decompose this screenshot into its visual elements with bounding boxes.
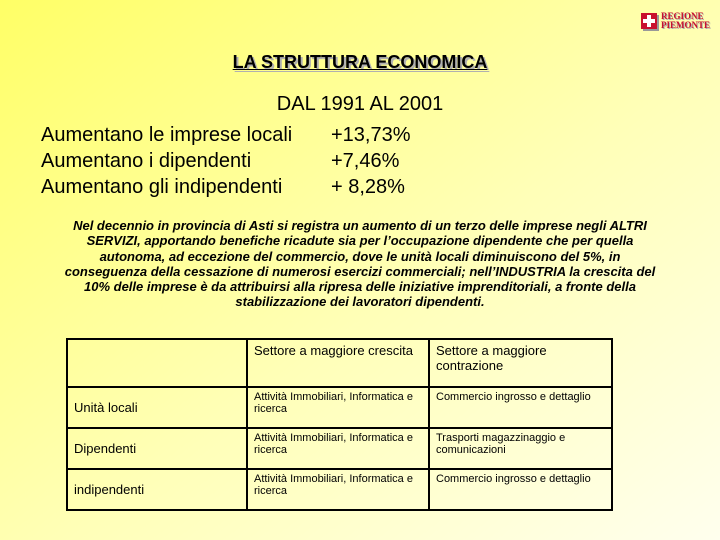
page-subtitle: DAL 1991 AL 2001 bbox=[276, 93, 444, 115]
contraction-cell: Commercio ingrosso e dettaglio bbox=[429, 387, 612, 428]
table-row bbox=[67, 469, 612, 510]
stat-value: +7,46% bbox=[331, 150, 400, 172]
stats-list bbox=[41, 122, 441, 200]
table-row bbox=[67, 428, 612, 469]
page-title: LA STRUTTURA ECONOMICA bbox=[232, 52, 488, 72]
summary-paragraph: Nel decennio in provincia di Asti si registra un aumento di un terzo delle imprese negli ALTRI SERVIZI, apportando benefiche ricadute sia per l’occupazione dipendente che per quella autonoma, ad eccezione del commercio, dove le unità locali diminuiscono del 5%, in conseguenza della cessazione di numerosi esercizi commerciali; nell’INDUSTRIA la crescita del 10% delle imprese è da attribuirsi alla ripresa delle iniziative imprenditoriali, a fronte della stabilizzazione dei lavoratori dipendenti. bbox=[64, 218, 656, 310]
logo-line-2: PIEMONTE bbox=[661, 20, 711, 30]
cross-flag-icon bbox=[641, 13, 657, 29]
table-header-cell bbox=[67, 339, 247, 387]
stat-label: Aumentano i dipendenti bbox=[41, 150, 252, 172]
stat-label: Aumentano le imprese locali bbox=[41, 124, 293, 146]
stat-row bbox=[41, 148, 441, 174]
table-header-cell: Settore a maggiore crescita bbox=[247, 339, 429, 387]
stat-row bbox=[41, 174, 441, 200]
contraction-cell: Commercio ingrosso e dettaglio bbox=[429, 469, 612, 510]
stat-value: +13,73% bbox=[331, 124, 411, 146]
sector-table bbox=[66, 338, 613, 511]
contraction-cell: Trasporti magazzinaggio e comunicazioni bbox=[429, 428, 612, 469]
row-label: indipendenti bbox=[67, 469, 247, 510]
table-header-cell: Settore a maggiore contrazione bbox=[429, 339, 612, 387]
table-header-row bbox=[67, 339, 612, 387]
row-label: Unità locali bbox=[67, 387, 247, 428]
logo-text bbox=[661, 12, 710, 30]
growth-cell: Attività Immobiliari, Informatica e ricerca bbox=[247, 428, 429, 469]
growth-cell: Attività Immobiliari, Informatica e ricerca bbox=[247, 469, 429, 510]
table-row bbox=[67, 387, 612, 428]
stat-label: Aumentano gli indipendenti bbox=[41, 176, 283, 198]
row-label: Dipendenti bbox=[67, 428, 247, 469]
growth-cell: Attività Immobiliari, Informatica e ricerca bbox=[247, 387, 429, 428]
regione-piemonte-logo bbox=[641, 12, 710, 30]
stat-row bbox=[41, 122, 441, 148]
logo-line-1: REGIONE bbox=[661, 11, 704, 21]
stat-value: + 8,28% bbox=[331, 176, 405, 198]
